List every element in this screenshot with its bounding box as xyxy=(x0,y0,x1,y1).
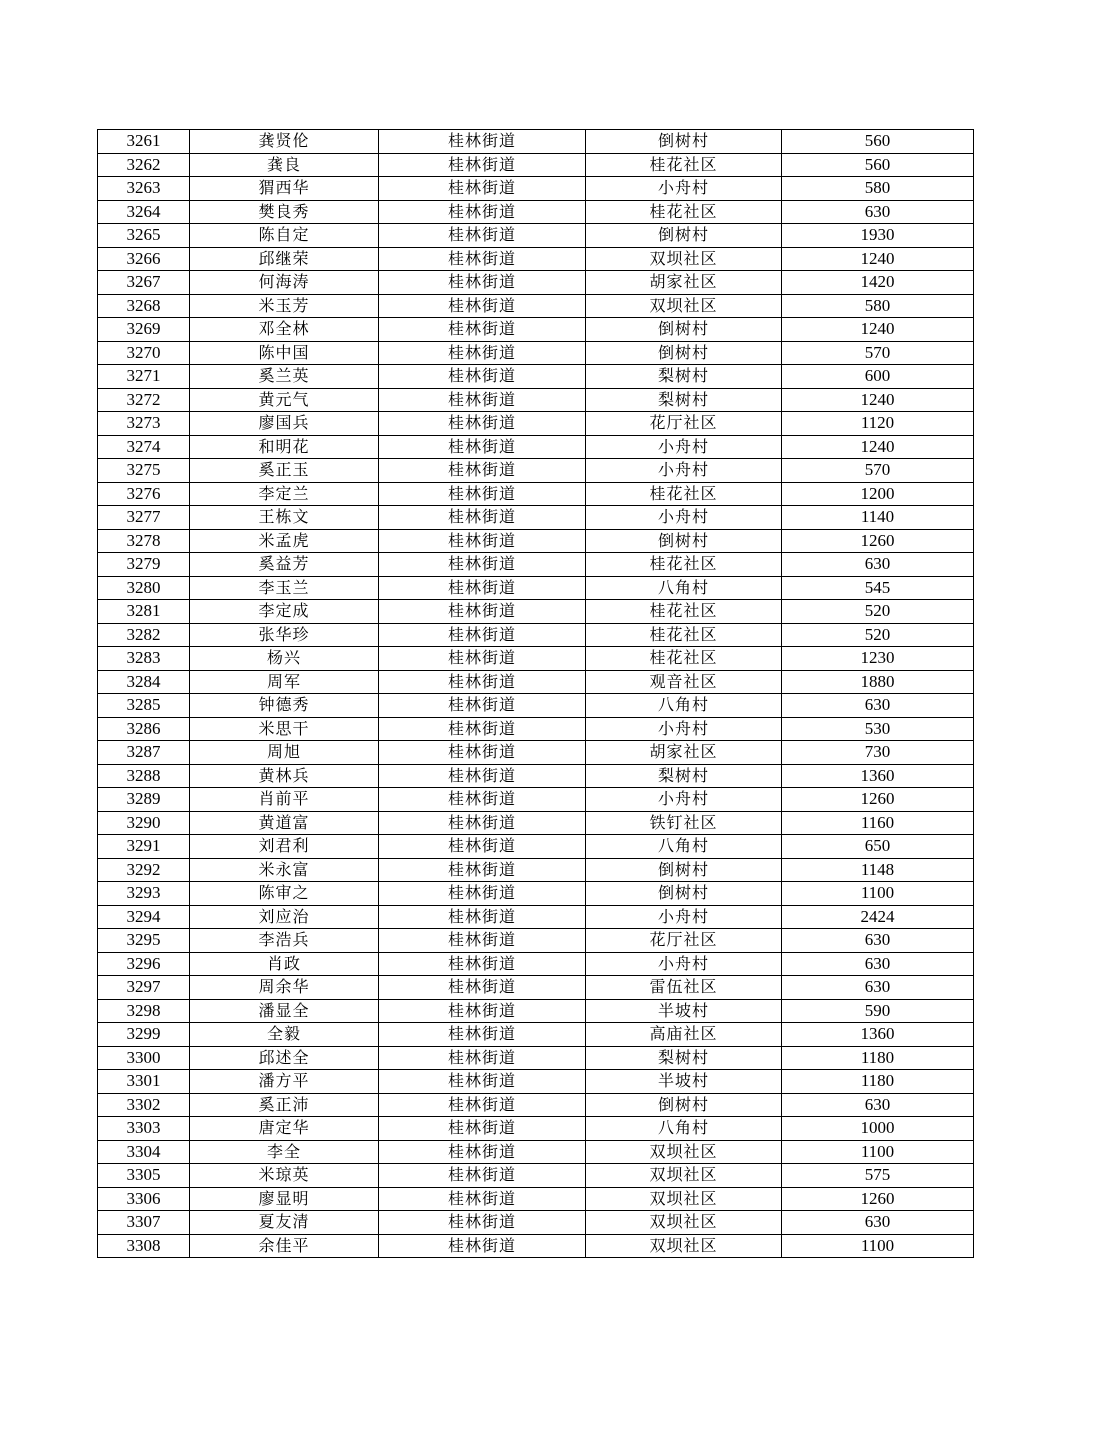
table-row xyxy=(98,247,974,271)
table-row xyxy=(98,459,974,483)
community-cell: 小舟村 xyxy=(586,788,782,812)
table-row xyxy=(98,365,974,389)
community-cell: 梨树村 xyxy=(586,365,782,389)
community-cell: 胡家社区 xyxy=(586,271,782,295)
amount-cell: 1140 xyxy=(782,506,974,530)
table-row xyxy=(98,553,974,577)
person-name-cell: 陈中国 xyxy=(190,341,379,365)
community-cell: 双坝社区 xyxy=(586,1211,782,1235)
street-cell: 桂林街道 xyxy=(379,318,586,342)
table-row xyxy=(98,788,974,812)
row-number-cell: 3266 xyxy=(98,247,190,271)
amount-cell: 2424 xyxy=(782,905,974,929)
row-number-cell: 3273 xyxy=(98,412,190,436)
row-number-cell: 3306 xyxy=(98,1187,190,1211)
row-number-cell: 3271 xyxy=(98,365,190,389)
amount-cell: 575 xyxy=(782,1164,974,1188)
community-cell: 八角村 xyxy=(586,835,782,859)
street-cell: 桂林街道 xyxy=(379,247,586,271)
person-name-cell: 何海涛 xyxy=(190,271,379,295)
community-cell: 铁钉社区 xyxy=(586,811,782,835)
street-cell: 桂林街道 xyxy=(379,670,586,694)
amount-cell: 590 xyxy=(782,999,974,1023)
street-cell: 桂林街道 xyxy=(379,365,586,389)
person-name-cell: 李全 xyxy=(190,1140,379,1164)
community-cell: 梨树村 xyxy=(586,764,782,788)
person-name-cell: 猬西华 xyxy=(190,177,379,201)
row-number-cell: 3262 xyxy=(98,153,190,177)
person-name-cell: 陈审之 xyxy=(190,882,379,906)
amount-cell: 630 xyxy=(782,694,974,718)
person-name-cell: 李定成 xyxy=(190,600,379,624)
community-cell: 桂花社区 xyxy=(586,200,782,224)
person-name-cell: 肖政 xyxy=(190,952,379,976)
community-cell: 双坝社区 xyxy=(586,294,782,318)
community-cell: 双坝社区 xyxy=(586,1234,782,1258)
street-cell: 桂林街道 xyxy=(379,153,586,177)
amount-cell: 1260 xyxy=(782,529,974,553)
person-name-cell: 刘应治 xyxy=(190,905,379,929)
row-number-cell: 3268 xyxy=(98,294,190,318)
table-row xyxy=(98,999,974,1023)
table-row xyxy=(98,764,974,788)
table-row xyxy=(98,670,974,694)
person-name-cell: 周余华 xyxy=(190,976,379,1000)
street-cell: 桂林街道 xyxy=(379,929,586,953)
row-number-cell: 3283 xyxy=(98,647,190,671)
person-name-cell: 潘显全 xyxy=(190,999,379,1023)
table-row xyxy=(98,811,974,835)
amount-cell: 570 xyxy=(782,459,974,483)
street-cell: 桂林街道 xyxy=(379,1070,586,1094)
amount-cell: 1100 xyxy=(782,882,974,906)
amount-cell: 580 xyxy=(782,294,974,318)
table-row xyxy=(98,835,974,859)
community-cell: 倒树村 xyxy=(586,1093,782,1117)
table-row xyxy=(98,1187,974,1211)
amount-cell: 520 xyxy=(782,600,974,624)
amount-cell: 630 xyxy=(782,1211,974,1235)
community-cell: 小舟村 xyxy=(586,905,782,929)
community-cell: 八角村 xyxy=(586,1117,782,1141)
person-name-cell: 廖国兵 xyxy=(190,412,379,436)
street-cell: 桂林街道 xyxy=(379,905,586,929)
community-cell: 高庙社区 xyxy=(586,1023,782,1047)
person-name-cell: 米琼英 xyxy=(190,1164,379,1188)
street-cell: 桂林街道 xyxy=(379,764,586,788)
amount-cell: 1160 xyxy=(782,811,974,835)
table-row xyxy=(98,200,974,224)
community-cell: 倒树村 xyxy=(586,341,782,365)
street-cell: 桂林街道 xyxy=(379,482,586,506)
row-number-cell: 3295 xyxy=(98,929,190,953)
amount-cell: 630 xyxy=(782,1093,974,1117)
street-cell: 桂林街道 xyxy=(379,1117,586,1141)
street-cell: 桂林街道 xyxy=(379,388,586,412)
person-name-cell: 樊良秀 xyxy=(190,200,379,224)
street-cell: 桂林街道 xyxy=(379,576,586,600)
person-name-cell: 龚贤伦 xyxy=(190,130,379,154)
amount-cell: 1200 xyxy=(782,482,974,506)
community-cell: 花厅社区 xyxy=(586,412,782,436)
row-number-cell: 3300 xyxy=(98,1046,190,1070)
street-cell: 桂林街道 xyxy=(379,788,586,812)
community-cell: 梨树村 xyxy=(586,1046,782,1070)
community-cell: 双坝社区 xyxy=(586,1140,782,1164)
row-number-cell: 3302 xyxy=(98,1093,190,1117)
street-cell: 桂林街道 xyxy=(379,1164,586,1188)
row-number-cell: 3279 xyxy=(98,553,190,577)
table-row xyxy=(98,1164,974,1188)
amount-cell: 630 xyxy=(782,952,974,976)
person-name-cell: 米玉芳 xyxy=(190,294,379,318)
person-name-cell: 陈自定 xyxy=(190,224,379,248)
community-cell: 雷伍社区 xyxy=(586,976,782,1000)
community-cell: 小舟村 xyxy=(586,459,782,483)
street-cell: 桂林街道 xyxy=(379,294,586,318)
community-cell: 倒树村 xyxy=(586,224,782,248)
community-cell: 小舟村 xyxy=(586,952,782,976)
community-cell: 桂花社区 xyxy=(586,482,782,506)
community-cell: 双坝社区 xyxy=(586,1187,782,1211)
street-cell: 桂林街道 xyxy=(379,952,586,976)
person-name-cell: 米思干 xyxy=(190,717,379,741)
row-number-cell: 3298 xyxy=(98,999,190,1023)
person-name-cell: 奚正玉 xyxy=(190,459,379,483)
street-cell: 桂林街道 xyxy=(379,1046,586,1070)
row-number-cell: 3272 xyxy=(98,388,190,412)
street-cell: 桂林街道 xyxy=(379,600,586,624)
street-cell: 桂林街道 xyxy=(379,271,586,295)
amount-cell: 1148 xyxy=(782,858,974,882)
amount-cell: 560 xyxy=(782,153,974,177)
row-number-cell: 3281 xyxy=(98,600,190,624)
community-cell: 桂花社区 xyxy=(586,553,782,577)
row-number-cell: 3294 xyxy=(98,905,190,929)
person-name-cell: 李玉兰 xyxy=(190,576,379,600)
amount-cell: 1260 xyxy=(782,1187,974,1211)
person-name-cell: 和明花 xyxy=(190,435,379,459)
row-number-cell: 3293 xyxy=(98,882,190,906)
amount-cell: 1930 xyxy=(782,224,974,248)
row-number-cell: 3308 xyxy=(98,1234,190,1258)
person-name-cell: 潘方平 xyxy=(190,1070,379,1094)
community-cell: 倒树村 xyxy=(586,130,782,154)
street-cell: 桂林街道 xyxy=(379,811,586,835)
table-row xyxy=(98,858,974,882)
street-cell: 桂林街道 xyxy=(379,341,586,365)
person-name-cell: 全毅 xyxy=(190,1023,379,1047)
person-name-cell: 张华珍 xyxy=(190,623,379,647)
table-body xyxy=(98,130,974,1258)
amount-cell: 1120 xyxy=(782,412,974,436)
street-cell: 桂林街道 xyxy=(379,529,586,553)
community-cell: 观音社区 xyxy=(586,670,782,694)
person-name-cell: 唐定华 xyxy=(190,1117,379,1141)
row-number-cell: 3291 xyxy=(98,835,190,859)
community-cell: 半坡村 xyxy=(586,999,782,1023)
table-row xyxy=(98,435,974,459)
street-cell: 桂林街道 xyxy=(379,999,586,1023)
community-cell: 桂花社区 xyxy=(586,600,782,624)
amount-cell: 630 xyxy=(782,553,974,577)
row-number-cell: 3288 xyxy=(98,764,190,788)
community-cell: 桂花社区 xyxy=(586,153,782,177)
row-number-cell: 3276 xyxy=(98,482,190,506)
row-number-cell: 3264 xyxy=(98,200,190,224)
row-number-cell: 3267 xyxy=(98,271,190,295)
amount-cell: 1360 xyxy=(782,1023,974,1047)
person-name-cell: 黄林兵 xyxy=(190,764,379,788)
amount-cell: 1240 xyxy=(782,388,974,412)
amount-cell: 1230 xyxy=(782,647,974,671)
community-cell: 桂花社区 xyxy=(586,623,782,647)
street-cell: 桂林街道 xyxy=(379,623,586,647)
row-number-cell: 3307 xyxy=(98,1211,190,1235)
amount-cell: 1420 xyxy=(782,271,974,295)
amount-cell: 1260 xyxy=(782,788,974,812)
street-cell: 桂林街道 xyxy=(379,412,586,436)
table-row xyxy=(98,1046,974,1070)
row-number-cell: 3269 xyxy=(98,318,190,342)
street-cell: 桂林街道 xyxy=(379,1093,586,1117)
table-row xyxy=(98,905,974,929)
person-name-cell: 王栋文 xyxy=(190,506,379,530)
street-cell: 桂林街道 xyxy=(379,647,586,671)
person-name-cell: 奚兰英 xyxy=(190,365,379,389)
table-row xyxy=(98,271,974,295)
row-number-cell: 3303 xyxy=(98,1117,190,1141)
community-cell: 倒树村 xyxy=(586,858,782,882)
street-cell: 桂林街道 xyxy=(379,1187,586,1211)
amount-cell: 630 xyxy=(782,200,974,224)
person-name-cell: 奚益芳 xyxy=(190,553,379,577)
person-name-cell: 杨兴 xyxy=(190,647,379,671)
street-cell: 桂林街道 xyxy=(379,741,586,765)
table-row xyxy=(98,1211,974,1235)
table-row xyxy=(98,717,974,741)
table-row xyxy=(98,1234,974,1258)
amount-cell: 1880 xyxy=(782,670,974,694)
row-number-cell: 3265 xyxy=(98,224,190,248)
table-row xyxy=(98,153,974,177)
community-cell: 小舟村 xyxy=(586,435,782,459)
table-row xyxy=(98,177,974,201)
person-name-cell: 奚正沛 xyxy=(190,1093,379,1117)
street-cell: 桂林街道 xyxy=(379,1234,586,1258)
amount-cell: 1240 xyxy=(782,435,974,459)
person-name-cell: 廖显明 xyxy=(190,1187,379,1211)
person-name-cell: 周旭 xyxy=(190,741,379,765)
row-number-cell: 3274 xyxy=(98,435,190,459)
community-cell: 倒树村 xyxy=(586,529,782,553)
row-number-cell: 3305 xyxy=(98,1164,190,1188)
amount-cell: 530 xyxy=(782,717,974,741)
table-row xyxy=(98,1070,974,1094)
amount-cell: 1180 xyxy=(782,1070,974,1094)
amount-cell: 630 xyxy=(782,929,974,953)
amount-cell: 1360 xyxy=(782,764,974,788)
table-row xyxy=(98,482,974,506)
row-number-cell: 3297 xyxy=(98,976,190,1000)
amount-cell: 730 xyxy=(782,741,974,765)
street-cell: 桂林街道 xyxy=(379,694,586,718)
street-cell: 桂林街道 xyxy=(379,858,586,882)
table-row xyxy=(98,1117,974,1141)
person-name-cell: 夏友清 xyxy=(190,1211,379,1235)
street-cell: 桂林街道 xyxy=(379,976,586,1000)
table-row xyxy=(98,341,974,365)
street-cell: 桂林街道 xyxy=(379,224,586,248)
community-cell: 桂花社区 xyxy=(586,647,782,671)
row-number-cell: 3299 xyxy=(98,1023,190,1047)
person-name-cell: 邱述全 xyxy=(190,1046,379,1070)
amount-cell: 630 xyxy=(782,976,974,1000)
street-cell: 桂林街道 xyxy=(379,177,586,201)
table-row xyxy=(98,224,974,248)
person-name-cell: 邱继荣 xyxy=(190,247,379,271)
row-number-cell: 3289 xyxy=(98,788,190,812)
row-number-cell: 3301 xyxy=(98,1070,190,1094)
table-row xyxy=(98,600,974,624)
person-name-cell: 黄道富 xyxy=(190,811,379,835)
street-cell: 桂林街道 xyxy=(379,1140,586,1164)
person-name-cell: 黄元气 xyxy=(190,388,379,412)
table-row xyxy=(98,952,974,976)
table-row xyxy=(98,929,974,953)
street-cell: 桂林街道 xyxy=(379,200,586,224)
person-name-cell: 龚良 xyxy=(190,153,379,177)
community-cell: 双坝社区 xyxy=(586,1164,782,1188)
table-row xyxy=(98,1140,974,1164)
street-cell: 桂林街道 xyxy=(379,553,586,577)
amount-cell: 1180 xyxy=(782,1046,974,1070)
person-name-cell: 肖前平 xyxy=(190,788,379,812)
table-row xyxy=(98,576,974,600)
community-cell: 胡家社区 xyxy=(586,741,782,765)
street-cell: 桂林街道 xyxy=(379,835,586,859)
community-cell: 八角村 xyxy=(586,576,782,600)
person-name-cell: 米孟虎 xyxy=(190,529,379,553)
community-cell: 梨树村 xyxy=(586,388,782,412)
row-number-cell: 3278 xyxy=(98,529,190,553)
community-cell: 小舟村 xyxy=(586,717,782,741)
person-name-cell: 刘君利 xyxy=(190,835,379,859)
street-cell: 桂林街道 xyxy=(379,1211,586,1235)
row-number-cell: 3296 xyxy=(98,952,190,976)
row-number-cell: 3261 xyxy=(98,130,190,154)
table-row xyxy=(98,412,974,436)
street-cell: 桂林街道 xyxy=(379,130,586,154)
amount-cell: 650 xyxy=(782,835,974,859)
amount-cell: 545 xyxy=(782,576,974,600)
table-row xyxy=(98,1093,974,1117)
row-number-cell: 3285 xyxy=(98,694,190,718)
row-number-cell: 3292 xyxy=(98,858,190,882)
street-cell: 桂林街道 xyxy=(379,717,586,741)
row-number-cell: 3286 xyxy=(98,717,190,741)
amount-cell: 1240 xyxy=(782,247,974,271)
person-name-cell: 李浩兵 xyxy=(190,929,379,953)
street-cell: 桂林街道 xyxy=(379,459,586,483)
row-number-cell: 3277 xyxy=(98,506,190,530)
table-row xyxy=(98,741,974,765)
community-cell: 倒树村 xyxy=(586,318,782,342)
amount-cell: 1240 xyxy=(782,318,974,342)
community-cell: 双坝社区 xyxy=(586,247,782,271)
row-number-cell: 3290 xyxy=(98,811,190,835)
row-number-cell: 3275 xyxy=(98,459,190,483)
table-row xyxy=(98,1023,974,1047)
street-cell: 桂林街道 xyxy=(379,882,586,906)
row-number-cell: 3263 xyxy=(98,177,190,201)
table-row xyxy=(98,882,974,906)
data-table xyxy=(97,129,974,1258)
amount-cell: 520 xyxy=(782,623,974,647)
row-number-cell: 3284 xyxy=(98,670,190,694)
row-number-cell: 3280 xyxy=(98,576,190,600)
table-row xyxy=(98,294,974,318)
amount-cell: 560 xyxy=(782,130,974,154)
table-row xyxy=(98,388,974,412)
person-name-cell: 邓全林 xyxy=(190,318,379,342)
person-name-cell: 钟德秀 xyxy=(190,694,379,718)
amount-cell: 1100 xyxy=(782,1140,974,1164)
row-number-cell: 3270 xyxy=(98,341,190,365)
person-name-cell: 余佳平 xyxy=(190,1234,379,1258)
community-cell: 倒树村 xyxy=(586,882,782,906)
row-number-cell: 3287 xyxy=(98,741,190,765)
community-cell: 八角村 xyxy=(586,694,782,718)
amount-cell: 570 xyxy=(782,341,974,365)
table-row xyxy=(98,529,974,553)
person-name-cell: 米永富 xyxy=(190,858,379,882)
table-row xyxy=(98,130,974,154)
community-cell: 半坡村 xyxy=(586,1070,782,1094)
community-cell: 小舟村 xyxy=(586,506,782,530)
community-cell: 花厅社区 xyxy=(586,929,782,953)
amount-cell: 600 xyxy=(782,365,974,389)
street-cell: 桂林街道 xyxy=(379,1023,586,1047)
table-row xyxy=(98,623,974,647)
amount-cell: 580 xyxy=(782,177,974,201)
street-cell: 桂林街道 xyxy=(379,506,586,530)
person-name-cell: 周军 xyxy=(190,670,379,694)
table-row xyxy=(98,506,974,530)
table-row xyxy=(98,694,974,718)
table-row xyxy=(98,976,974,1000)
table-row xyxy=(98,318,974,342)
amount-cell: 1100 xyxy=(782,1234,974,1258)
street-cell: 桂林街道 xyxy=(379,435,586,459)
community-cell: 小舟村 xyxy=(586,177,782,201)
row-number-cell: 3304 xyxy=(98,1140,190,1164)
person-name-cell: 李定兰 xyxy=(190,482,379,506)
row-number-cell: 3282 xyxy=(98,623,190,647)
table-row xyxy=(98,647,974,671)
amount-cell: 1000 xyxy=(782,1117,974,1141)
